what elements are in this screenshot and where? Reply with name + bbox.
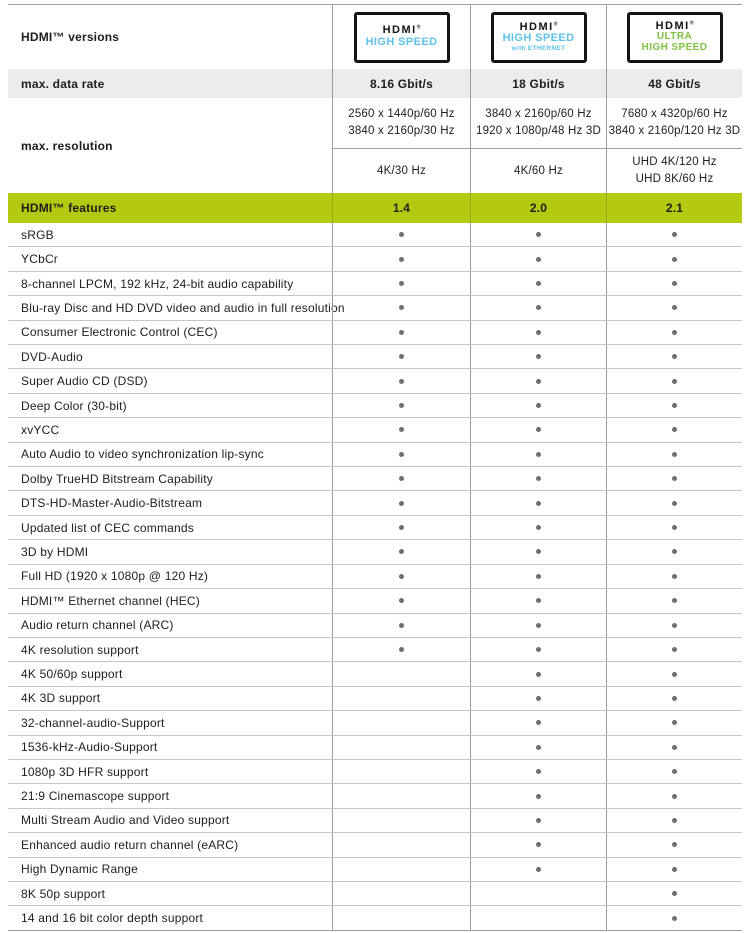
support-dot-icon [536, 745, 541, 750]
feature-label: 1080p 3D HFR support [21, 764, 149, 779]
support-dot-icon [399, 452, 404, 457]
logo-cell-hdmi-2-0 [470, 5, 606, 69]
table-row [8, 736, 742, 760]
support-dot-icon [536, 647, 541, 652]
version-number: 1.4 [332, 193, 470, 223]
support-dot-icon [672, 281, 677, 286]
data-rate-row [8, 69, 742, 98]
support-cell [332, 516, 470, 539]
support-cell [470, 491, 606, 514]
support-dot-icon [536, 281, 541, 286]
support-dot-icon [536, 330, 541, 335]
support-cell [332, 394, 470, 417]
resolution-row [8, 98, 742, 193]
feature-label: Audio return channel (ARC) [21, 618, 174, 633]
support-cell [332, 614, 470, 637]
feature-label: High Dynamic Range [21, 862, 138, 877]
support-cell [332, 247, 470, 270]
support-dot-icon [672, 330, 677, 335]
support-dot-icon [672, 574, 677, 579]
features-header-label: HDMI™ features [21, 201, 117, 215]
support-cell [606, 272, 742, 295]
feature-label: HDMI™ Ethernet channel (HEC) [21, 593, 200, 608]
support-dot-icon [672, 623, 677, 628]
feature-label: Updated list of CEC commands [21, 520, 195, 535]
feature-label: Dolby TrueHD Bitstream Capability [21, 471, 213, 486]
support-dot-icon [536, 720, 541, 725]
version-number: 2.1 [606, 193, 742, 223]
support-dot-icon [536, 257, 541, 262]
versions-row [8, 5, 742, 69]
support-dot-icon [672, 696, 677, 701]
table-row [8, 491, 742, 515]
feature-label: 4K resolution support [21, 642, 139, 657]
support-cell [606, 516, 742, 539]
support-dot-icon [536, 696, 541, 701]
support-cell [332, 540, 470, 563]
empty-cell [332, 760, 470, 783]
support-cell [606, 443, 742, 466]
support-dot-icon [672, 305, 677, 310]
feature-label: Full HD (1920 x 1080p @ 120 Hz) [21, 569, 209, 584]
feature-label: Super Audio CD (DSD) [21, 374, 148, 389]
support-dot-icon [399, 379, 404, 384]
versions-label: HDMI™ versions [21, 30, 120, 44]
resolution-mode-line: UHD 4K/120 Hz [632, 156, 717, 168]
support-cell [470, 272, 606, 295]
empty-cell [332, 906, 470, 929]
resolution-mode-cell [470, 148, 606, 193]
version-number: 2.0 [470, 193, 606, 223]
feature-label: Enhanced audio return channel (eARC) [21, 837, 239, 852]
empty-cell [332, 833, 470, 856]
support-cell [606, 858, 742, 881]
resolution-line: 2560 x 1440p/60 Hz [348, 108, 455, 120]
support-dot-icon [536, 379, 541, 384]
support-dot-icon [399, 232, 404, 237]
table-row [8, 369, 742, 393]
hdmi-wordmark-text: HDMI [655, 19, 690, 32]
registered-mark-icon: ® [416, 24, 421, 31]
hdmi-wordmark-text: HDMI [519, 20, 554, 33]
feature-label: sRGB [21, 227, 54, 242]
empty-cell [470, 882, 606, 905]
data-rate-value: 48 Gbit/s [606, 69, 742, 98]
support-cell [470, 345, 606, 368]
support-dot-icon [399, 305, 404, 310]
support-cell [470, 467, 606, 490]
logo-ethernet-label: with ETHERNET [511, 44, 566, 52]
support-dot-icon [672, 794, 677, 799]
resolution-label: max. resolution [21, 138, 113, 153]
support-dot-icon [672, 842, 677, 847]
support-dot-icon [399, 257, 404, 262]
support-dot-icon [399, 549, 404, 554]
registered-mark-icon: ® [689, 20, 694, 27]
support-cell [470, 394, 606, 417]
support-dot-icon [399, 574, 404, 579]
support-cell [470, 565, 606, 588]
support-cell [332, 491, 470, 514]
support-cell [470, 784, 606, 807]
support-cell [470, 418, 606, 441]
feature-label: 21:9 Cinemascope support [21, 789, 170, 804]
support-dot-icon [536, 525, 541, 530]
support-cell [606, 638, 742, 661]
support-dot-icon [536, 574, 541, 579]
feature-label: Consumer Electronic Control (CEC) [21, 325, 218, 340]
support-cell [606, 809, 742, 832]
support-cell [470, 296, 606, 319]
support-cell [606, 369, 742, 392]
support-dot-icon [672, 720, 677, 725]
support-dot-icon [672, 379, 677, 384]
table-row [8, 760, 742, 784]
support-cell [606, 687, 742, 710]
support-dot-icon [536, 769, 541, 774]
support-dot-icon [399, 501, 404, 506]
support-dot-icon [536, 452, 541, 457]
support-dot-icon [672, 354, 677, 359]
support-cell [470, 687, 606, 710]
empty-cell [470, 906, 606, 929]
support-cell [470, 223, 606, 246]
resolution-cell [606, 98, 742, 148]
support-dot-icon [399, 330, 404, 335]
empty-cell [332, 662, 470, 685]
resolution-mode-cell [332, 148, 470, 193]
registered-mark-icon: ® [553, 20, 558, 27]
feature-label: 8K 50p support [21, 886, 106, 901]
support-cell [470, 662, 606, 685]
table-row [8, 247, 742, 271]
feature-label: 14 and 16 bit color depth support [21, 911, 204, 926]
feature-rows [8, 223, 742, 931]
resolution-line: 1920 x 1080p/48 Hz 3D [475, 125, 602, 137]
table-row [8, 711, 742, 735]
support-dot-icon [399, 623, 404, 628]
table-row [8, 296, 742, 320]
support-cell [606, 882, 742, 905]
support-cell [606, 614, 742, 637]
support-cell [606, 467, 742, 490]
support-dot-icon [536, 403, 541, 408]
support-cell [332, 418, 470, 441]
support-dot-icon [672, 232, 677, 237]
hdmi-high-speed-logo [354, 12, 450, 63]
support-cell [606, 736, 742, 759]
support-cell [606, 906, 742, 929]
empty-cell [332, 858, 470, 881]
table-row [8, 638, 742, 662]
logo-speed-label: HIGH SPEED [502, 32, 575, 45]
support-dot-icon [672, 476, 677, 481]
support-cell [470, 858, 606, 881]
resolution-mode-cell [606, 148, 742, 193]
support-cell [606, 418, 742, 441]
empty-cell [332, 784, 470, 807]
support-dot-icon [399, 354, 404, 359]
support-dot-icon [399, 281, 404, 286]
support-cell [470, 614, 606, 637]
table-row [8, 443, 742, 467]
table-row [8, 833, 742, 857]
support-cell [332, 369, 470, 392]
resolution-line: 3840 x 2160p/120 Hz 3D [608, 125, 741, 137]
support-dot-icon [536, 549, 541, 554]
resolution-line: 3840 x 2160p/60 Hz [485, 108, 592, 120]
hdmi-comparison-table [8, 4, 742, 931]
support-dot-icon [672, 647, 677, 652]
support-cell [606, 345, 742, 368]
hdmi-wordmark-text: HDMI [382, 24, 417, 37]
empty-cell [332, 687, 470, 710]
support-dot-icon [399, 403, 404, 408]
support-dot-icon [399, 525, 404, 530]
support-dot-icon [399, 427, 404, 432]
table-row [8, 784, 742, 808]
support-dot-icon [536, 305, 541, 310]
support-dot-icon [536, 672, 541, 677]
feature-label: Blu-ray Disc and HD DVD video and audio in full resolution [21, 300, 345, 315]
support-dot-icon [672, 818, 677, 823]
hdmi-high-speed-ethernet-logo [491, 12, 587, 63]
resolution-mode-line: 4K/30 Hz [377, 164, 426, 177]
support-cell [470, 540, 606, 563]
table-row [8, 906, 742, 930]
support-cell [606, 394, 742, 417]
support-cell [606, 565, 742, 588]
support-dot-icon [536, 501, 541, 506]
feature-label: 1536-kHz-Audio-Support [21, 740, 158, 755]
table-row [8, 687, 742, 711]
support-cell [470, 247, 606, 270]
support-cell [470, 589, 606, 612]
support-dot-icon [672, 598, 677, 603]
support-cell [332, 296, 470, 319]
support-cell [470, 321, 606, 344]
support-dot-icon [536, 354, 541, 359]
table-row [8, 565, 742, 589]
feature-label: DTS-HD-Master-Audio-Bitstream [21, 496, 203, 511]
support-cell [606, 760, 742, 783]
support-dot-icon [672, 745, 677, 750]
support-dot-icon [536, 232, 541, 237]
support-cell [470, 809, 606, 832]
support-dot-icon [536, 427, 541, 432]
table-row [8, 321, 742, 345]
logo-speed-label: HIGH SPEED [641, 41, 708, 53]
support-dot-icon [536, 794, 541, 799]
support-cell [470, 443, 606, 466]
table-row [8, 882, 742, 906]
support-dot-icon [672, 427, 677, 432]
table-row [8, 223, 742, 247]
table-row [8, 467, 742, 491]
support-cell [606, 491, 742, 514]
support-cell [332, 589, 470, 612]
support-cell [332, 223, 470, 246]
resolution-line: 3840 x 2160p/30 Hz [348, 125, 455, 137]
feature-label: DVD-Audio [21, 349, 83, 364]
support-dot-icon [399, 476, 404, 481]
table-row [8, 516, 742, 540]
support-cell [606, 833, 742, 856]
table-row [8, 662, 742, 686]
support-cell [606, 784, 742, 807]
feature-label: 32-channel-audio-Support [21, 715, 165, 730]
support-cell [332, 443, 470, 466]
support-cell [606, 540, 742, 563]
support-cell [470, 711, 606, 734]
support-dot-icon [536, 598, 541, 603]
features-header-row [8, 193, 742, 223]
support-dot-icon [672, 452, 677, 457]
support-dot-icon [672, 525, 677, 530]
table-row [8, 858, 742, 882]
logo-ultra-label: ULTRA [656, 31, 693, 43]
support-dot-icon [672, 403, 677, 408]
support-cell [332, 272, 470, 295]
support-dot-icon [672, 769, 677, 774]
empty-cell [332, 711, 470, 734]
feature-label: 4K 3D support [21, 691, 101, 706]
support-dot-icon [672, 257, 677, 262]
support-dot-icon [536, 842, 541, 847]
empty-cell [332, 809, 470, 832]
support-cell [606, 711, 742, 734]
support-cell [332, 467, 470, 490]
empty-cell [332, 882, 470, 905]
feature-label: Multi Stream Audio and Video support [21, 813, 230, 828]
resolution-line: 7680 x 4320p/60 Hz [621, 108, 728, 120]
support-cell [606, 223, 742, 246]
support-cell [606, 589, 742, 612]
support-cell [470, 369, 606, 392]
resolution-cell [470, 98, 606, 148]
table-row [8, 272, 742, 296]
support-cell [606, 296, 742, 319]
table-row [8, 418, 742, 442]
support-dot-icon [672, 867, 677, 872]
support-dot-icon [672, 672, 677, 677]
table-row [8, 589, 742, 613]
table-row [8, 394, 742, 418]
support-dot-icon [672, 891, 677, 896]
support-dot-icon [536, 818, 541, 823]
hdmi-ultra-high-speed-logo [627, 12, 723, 63]
support-dot-icon [672, 916, 677, 921]
support-dot-icon [672, 549, 677, 554]
support-cell [332, 321, 470, 344]
feature-label: xvYCC [21, 422, 60, 437]
logo-cell-hdmi-1-4 [332, 5, 470, 69]
support-cell [606, 321, 742, 344]
support-cell [332, 345, 470, 368]
support-dot-icon [536, 476, 541, 481]
feature-label: Auto Audio to video synchronization lip-sync [21, 447, 264, 462]
support-dot-icon [399, 598, 404, 603]
feature-label: 8-channel LPCM, 192 kHz, 24-bit audio capability [21, 276, 294, 291]
data-rate-value: 8.16 Gbit/s [332, 69, 470, 98]
table-row [8, 614, 742, 638]
resolution-cell [332, 98, 470, 148]
table-row [8, 345, 742, 369]
data-rate-value: 18 Gbit/s [470, 69, 606, 98]
support-dot-icon [536, 623, 541, 628]
empty-cell [332, 736, 470, 759]
logo-speed-label: HIGH SPEED [365, 36, 438, 48]
feature-label: YCbCr [21, 252, 59, 267]
resolution-mode-line: UHD 8K/60 Hz [635, 173, 714, 185]
support-cell [470, 760, 606, 783]
support-cell [470, 638, 606, 661]
support-cell [470, 833, 606, 856]
resolution-mode-line: 4K/60 Hz [514, 164, 563, 177]
support-cell [470, 516, 606, 539]
support-dot-icon [399, 647, 404, 652]
logo-cell-hdmi-2-1 [606, 5, 742, 69]
feature-label: Deep Color (30-bit) [21, 398, 127, 413]
support-cell [332, 565, 470, 588]
support-cell [332, 638, 470, 661]
support-dot-icon [536, 867, 541, 872]
support-cell [470, 736, 606, 759]
feature-label: 4K 50/60p support [21, 667, 123, 682]
table-row [8, 809, 742, 833]
feature-label: 3D by HDMI [21, 544, 89, 559]
support-cell [606, 662, 742, 685]
data-rate-label: max. data rate [21, 76, 105, 91]
table-row [8, 540, 742, 564]
support-dot-icon [672, 501, 677, 506]
support-cell [606, 247, 742, 270]
